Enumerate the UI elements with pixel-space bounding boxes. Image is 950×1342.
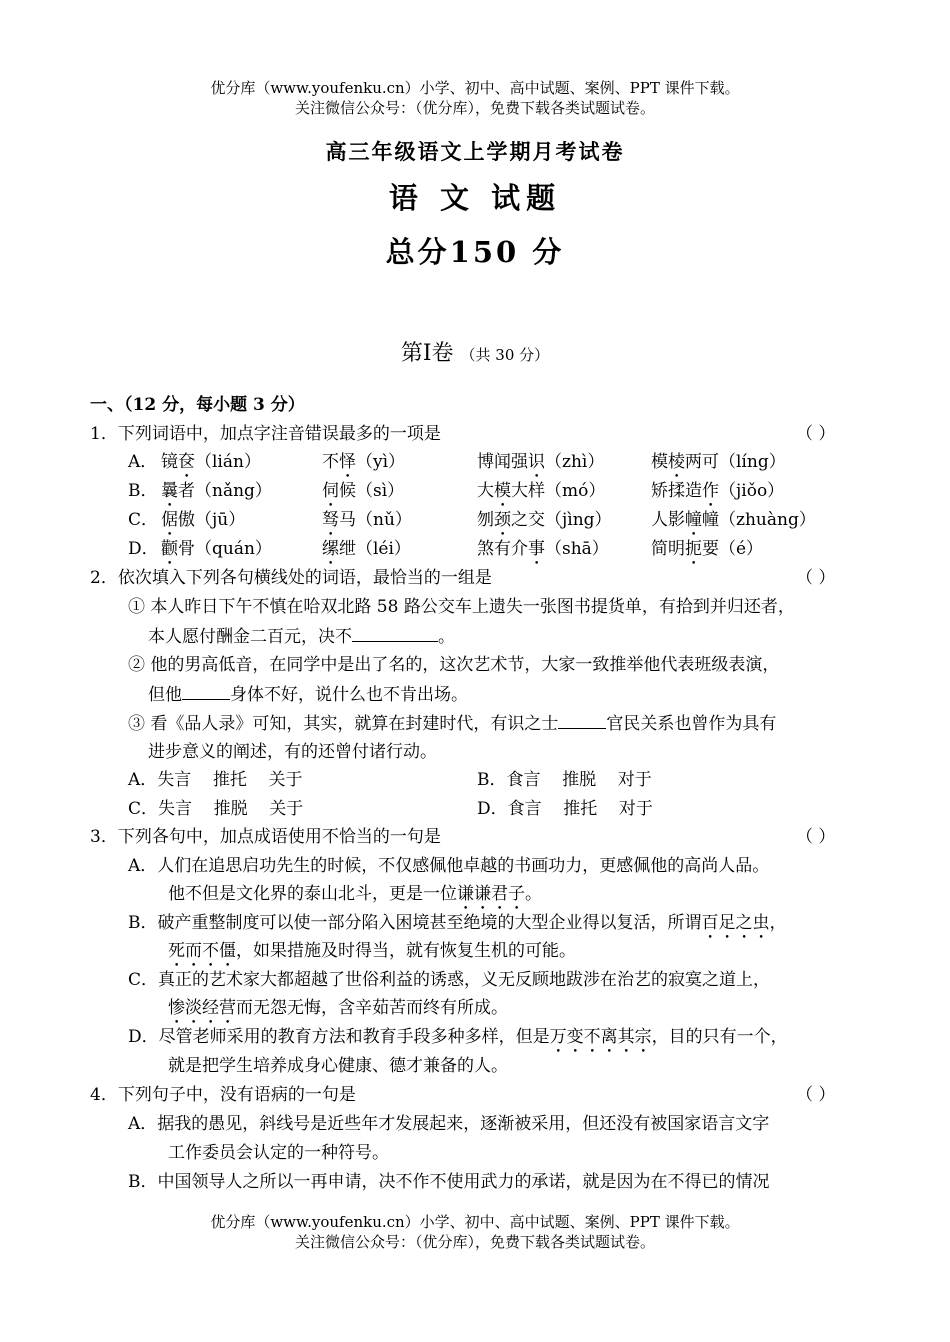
volume-heading <box>0 336 950 367</box>
q1-c-word4: 人影幢幢（zhuàng） <box>651 510 816 530</box>
header-line-1: 优分库（www.youfenku.cn）小学、初中、高中试题、案例、PPT 课件下载。 <box>210 79 740 97</box>
q1-option-a-label: A． <box>128 452 158 472</box>
q1-b-word4: 矫揉造作（jiǒo） <box>651 481 785 501</box>
total-score: 总分150 分 <box>385 235 565 269</box>
q2-option-c: C．失言 推脱 关于 <box>128 799 304 819</box>
q2-sentence2-line2: 但他 身体不好，说什么也不肯出场。 <box>148 685 468 705</box>
header-line-2: 关注微信公众号：（优分库），免费下载各类试题试卷。 <box>294 99 655 117</box>
q4-answer-bracket: （ ） <box>796 1085 836 1105</box>
q3-stem: 3．下列各句中，加点成语使用不恰当的一句是 <box>90 827 441 847</box>
q2-blank1 <box>352 625 438 642</box>
q3-option-a-line2: 他不但是文化界的泰山北斗，更是一位谦谦君子。 <box>168 884 542 904</box>
q1-a-word3: 博闻强识（zhì） <box>477 452 605 472</box>
section-heading: 一、（12 分，每小题 3 分） <box>90 395 305 415</box>
q3-a-idiom: 谦谦君子 <box>457 884 525 904</box>
q3-option-d-line2: 就是把学生培养成身心健康、德才兼备的人。 <box>168 1056 508 1076</box>
q2-option-b: B．食言 推脱 对于 <box>477 770 652 790</box>
q1-option-d-label: D． <box>128 539 159 559</box>
q2-answer-bracket: （ ） <box>796 568 836 588</box>
q3-option-a-line1: A．人们在追思启功先生的时候，不仅感佩他卓越的书画功力，更感佩他的高尚人品。 <box>128 856 770 876</box>
q4-stem: 4．下列句子中，没有语病的一句是 <box>90 1085 356 1105</box>
q1-option-b-label: B． <box>128 481 158 501</box>
q3-option-d-line1: D．尽管老师采用的教育方法和教育手段多种多样，但是万变不离其宗，目的只有一个， <box>128 1027 788 1047</box>
q3-b-idiom-part2: 死而不僵 <box>168 941 236 961</box>
volume-label: 第Ⅰ卷 <box>400 341 454 366</box>
q3-c-idiom: 惨淡经营 <box>168 998 236 1018</box>
q1-b-word1: 曩者（nǎng） <box>161 481 272 501</box>
q3-b-idiom-part1: 百足之虫 <box>701 913 770 933</box>
exam-title: 高三年级语文上学期月考试卷 <box>325 139 625 164</box>
q2-blank3 <box>558 712 606 729</box>
q1-d-word1: 颧骨（quán） <box>161 539 272 559</box>
q2-option-a: A．失言 推托 关于 <box>128 770 303 790</box>
q3-d-idiom: 万变不离其宗 <box>549 1027 652 1047</box>
footer-line-1: 优分库（www.youfenku.cn）小学、初中、高中试题、案例、PPT 课件下载。 <box>210 1213 740 1231</box>
q2-sentence1-line2: 本人愿付酬金二百元，决不 。 <box>148 627 455 647</box>
subject-title: 语 文 试题 <box>388 181 562 215</box>
q4-option-a-line1: A．据我的愚见，斜线号是近些年才发展起来，逐渐被采用，但还没有被国家语言文字 <box>128 1114 770 1134</box>
q3-option-c-line2: 惨淡经营而无怨无悔，含辛茹苦而终有所成。 <box>168 998 508 1018</box>
q1-a-word4: 模棱两可（líng） <box>651 452 786 472</box>
q2-blank2 <box>182 683 230 700</box>
q1-c-word1: 倨傲（jū） <box>161 510 246 530</box>
q1-b-word3: 大模大样（mó） <box>477 481 606 501</box>
q1-stem: 1．下列词语中，加点字注音错误最多的一项是 <box>90 424 441 444</box>
q1-option-c-label: C． <box>128 510 159 530</box>
q1-d-word4: 简明扼要（é） <box>651 539 764 559</box>
q2-sentence2-line1: ② 他的男高低音，在同学中是出了名的，这次艺术节，大家一致推举他代表班级表演， <box>128 655 780 675</box>
q1-d-word2: 缧绁（léi） <box>322 539 411 559</box>
q3-option-c-line1: C．真正的艺术家大都超越了世俗利益的诱惑，义无反顾地跋涉在治艺的寂寞之道上， <box>128 970 771 990</box>
volume-score: （共 30 分） <box>460 346 550 364</box>
q1-a-word1: 镜奁（lián） <box>161 452 261 472</box>
q1-b-word2: 伺候（sì） <box>322 481 405 501</box>
q3-answer-bracket: （ ） <box>796 827 836 847</box>
q4-option-a-line2: 工作委员会认定的一种符号。 <box>168 1143 389 1163</box>
q1-c-word2: 驽马（nǔ） <box>322 510 412 530</box>
q3-option-b-line1: B．破产重整制度可以使一部分陷入困境甚至绝境的大型企业得以复活，所谓百足之虫， <box>128 913 787 933</box>
q1-answer-bracket: （ ） <box>796 424 836 444</box>
q1-c-word3: 刎颈之交（jìng） <box>477 510 612 530</box>
q2-stem: 2．依次填入下列各句横线处的词语，最恰当的一组是 <box>90 568 492 588</box>
footer-line-2: 关注微信公众号：（优分库），免费下载各类试题试卷。 <box>294 1233 655 1251</box>
q1-d-word3: 煞有介事（shā） <box>477 539 609 559</box>
q2-sentence3-line2: 进步意义的阐述，有的还曾付诸行动。 <box>148 742 437 762</box>
q3-option-b-line2: 死而不僵，如果措施及时得当，就有恢复生机的可能。 <box>168 941 576 961</box>
q2-sentence1-line1: ① 本人昨日下午不慎在哈双北路 58 路公交车上遗失一张图书提货单，有拾到并归还者， <box>128 597 795 617</box>
q4-option-b-line1: B．中国领导人之所以一再申请，决不作不使用武力的承诺，就是因为在不得已的情况 <box>128 1172 770 1192</box>
q1-a-word2: 不怿（yì） <box>322 452 406 472</box>
q2-sentence3-line1: ③ 看《品人录》可知，其实，就算在封建时代，有识之士 官民关系也曾作为具有 <box>128 714 777 734</box>
q2-option-d: D．食言 推托 对于 <box>477 799 653 819</box>
